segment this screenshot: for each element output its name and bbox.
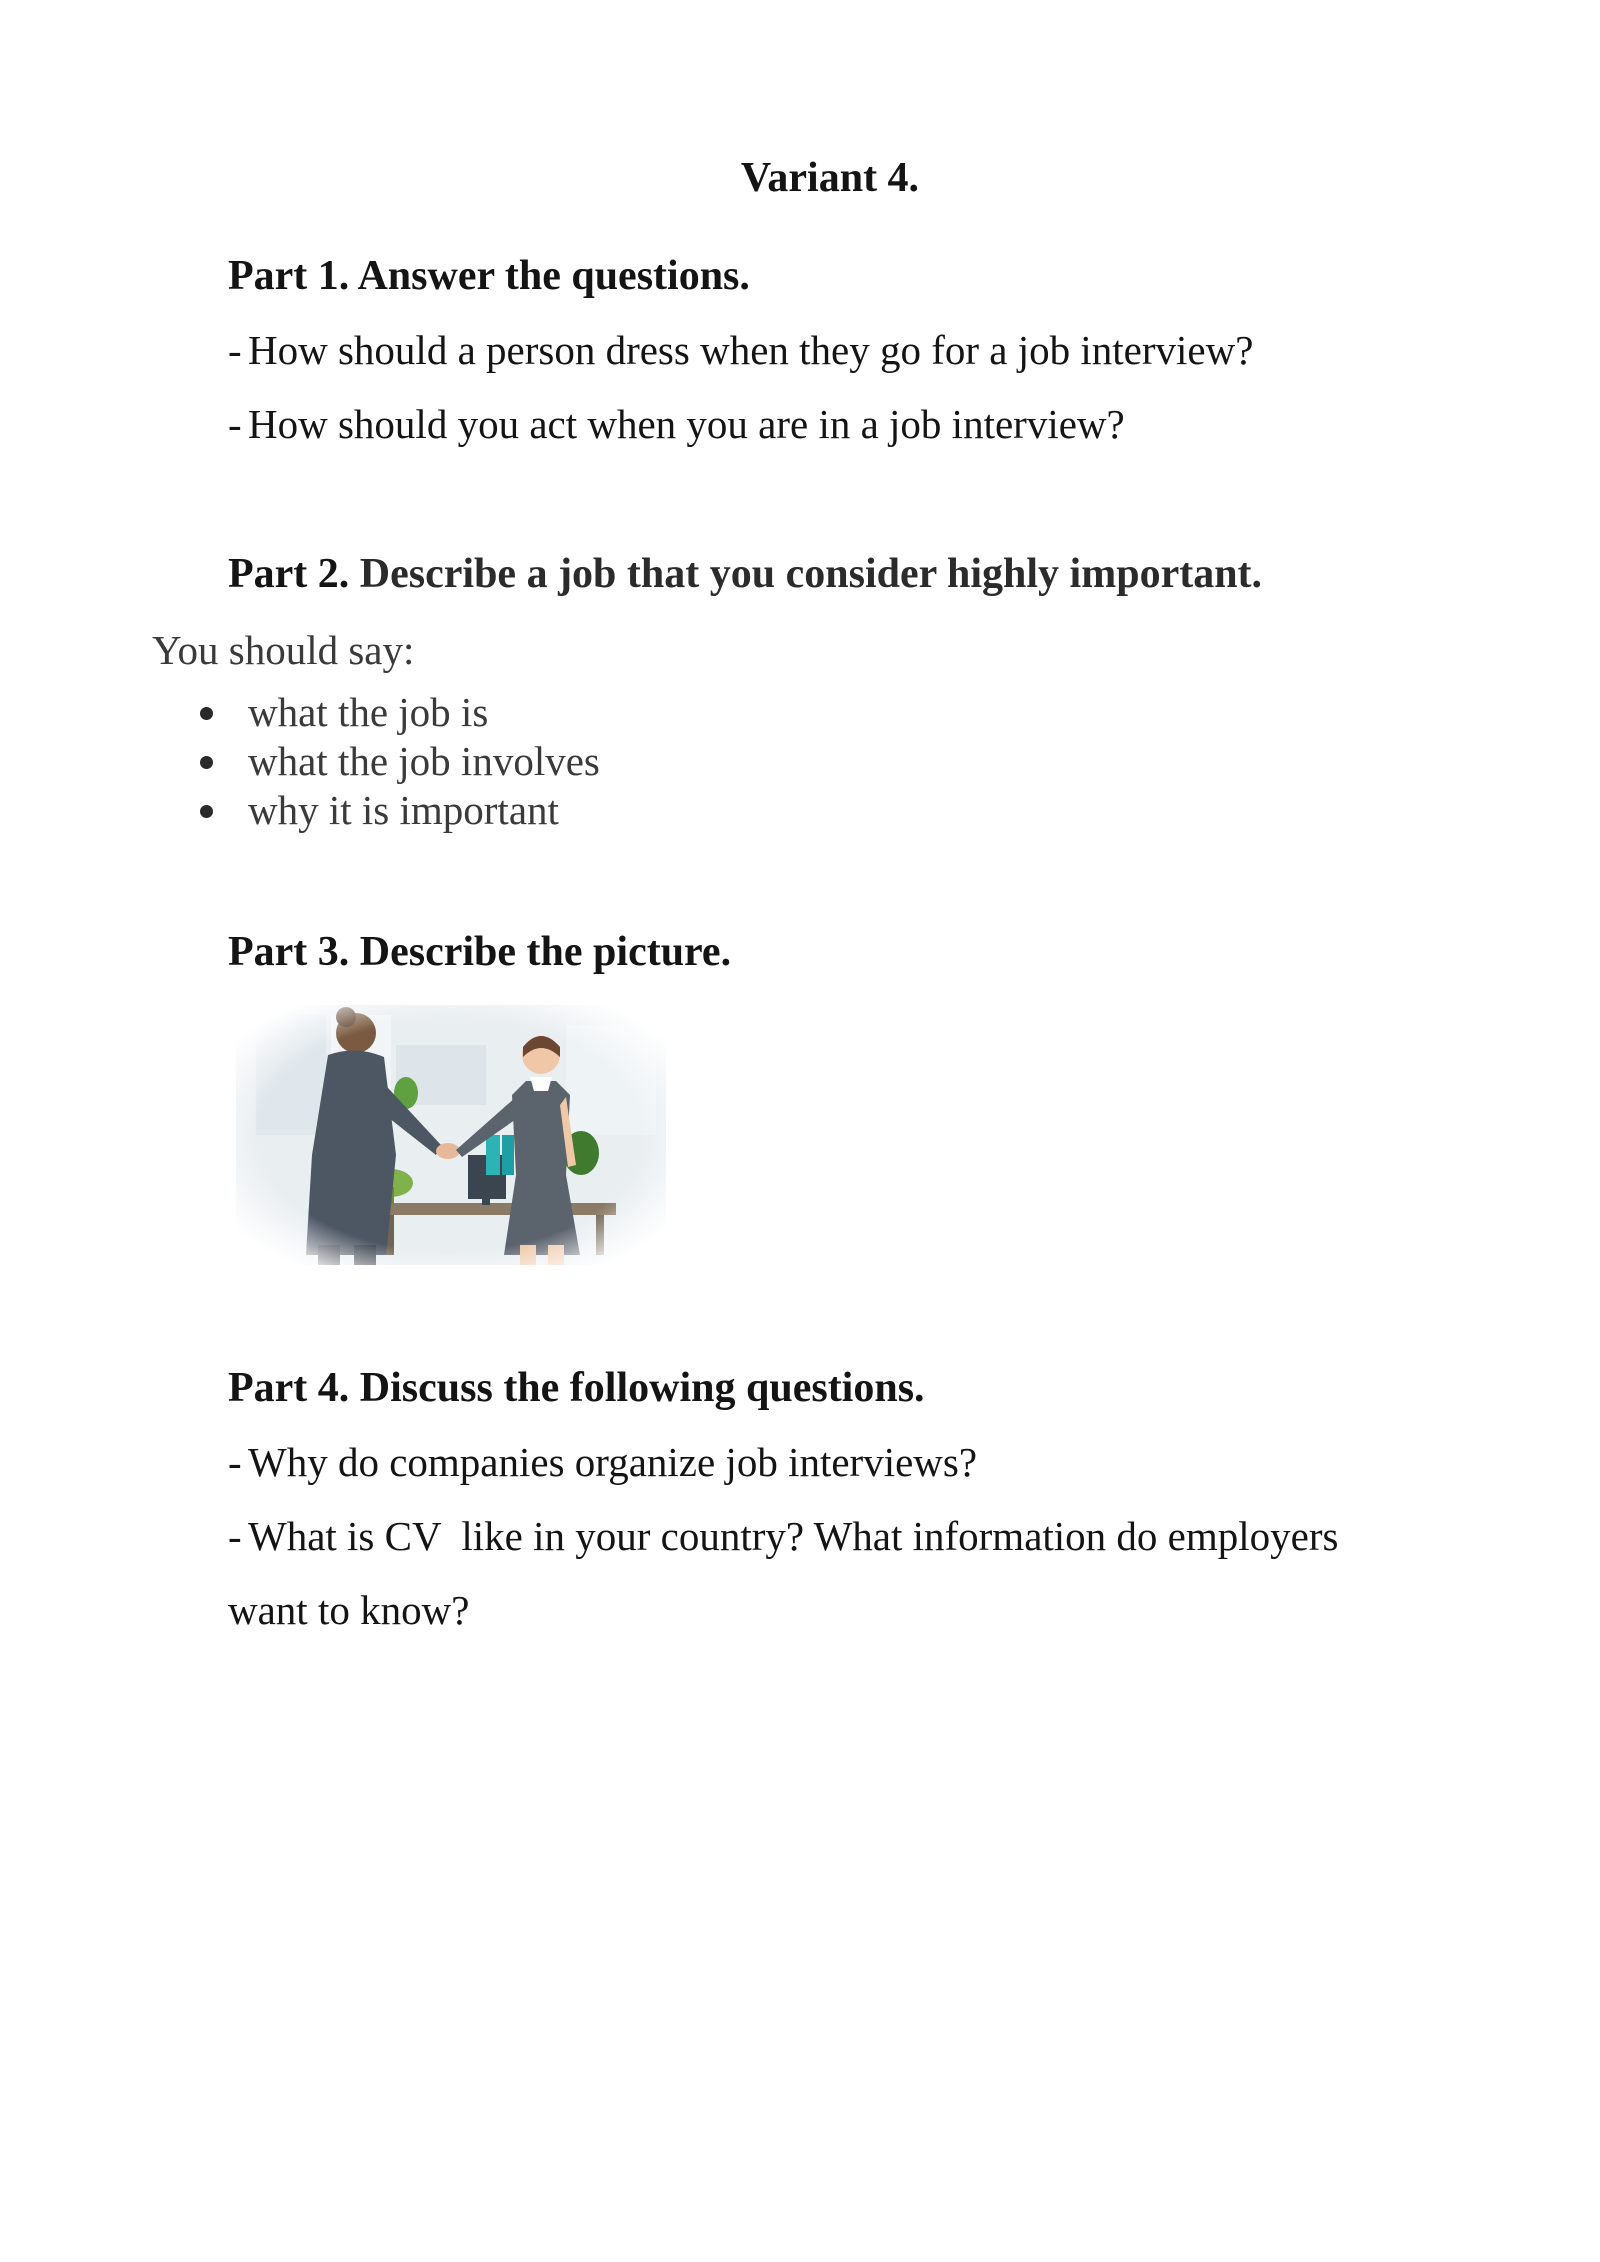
page-title: Variant 4. [740,155,920,201]
part1-question-1 [228,322,1253,378]
part2-heading [228,546,1262,602]
part1-question-2 [228,396,1125,452]
part2-label: Part 2. [228,551,350,597]
part2-intro: You should say: [152,627,415,673]
part4-question-2-continuation: want to know? [228,1587,470,1633]
part2-bullet-list [196,688,600,835]
part2-task: Describe a job that you consider highly important. [349,551,1263,597]
list-item-text: what the job involves [248,738,600,784]
dash-marker: - [228,401,242,447]
list-item [196,737,600,786]
dash-marker: - [228,1439,242,1485]
part4-heading: Part 4. Discuss the following questions. [228,1365,925,1411]
handshake-photo-icon [236,1005,666,1265]
question-text: How should a person dress when they go for a job interview? [248,327,1254,373]
bullet-icon [200,805,213,818]
part1-heading: Part 1. Answer the questions. [228,253,750,299]
list-item-text: why it is important [248,787,559,833]
question-text: Why do companies organize job interviews? [248,1439,978,1485]
bullet-icon [200,707,213,720]
dash-marker: - [228,327,242,373]
dash-marker: - [228,1513,242,1559]
bullet-icon [200,756,213,769]
list-item [196,688,600,737]
part3-heading: Part 3. Describe the picture. [228,929,732,975]
list-item-text: what the job is [248,689,489,735]
part4-question-1 [228,1434,977,1490]
question-text: How should you act when you are in a job interview? [248,401,1125,447]
question-text: What is CV like in your country? What information do employers [248,1513,1339,1559]
part4-question-2 [228,1508,1338,1564]
list-item [196,786,600,835]
